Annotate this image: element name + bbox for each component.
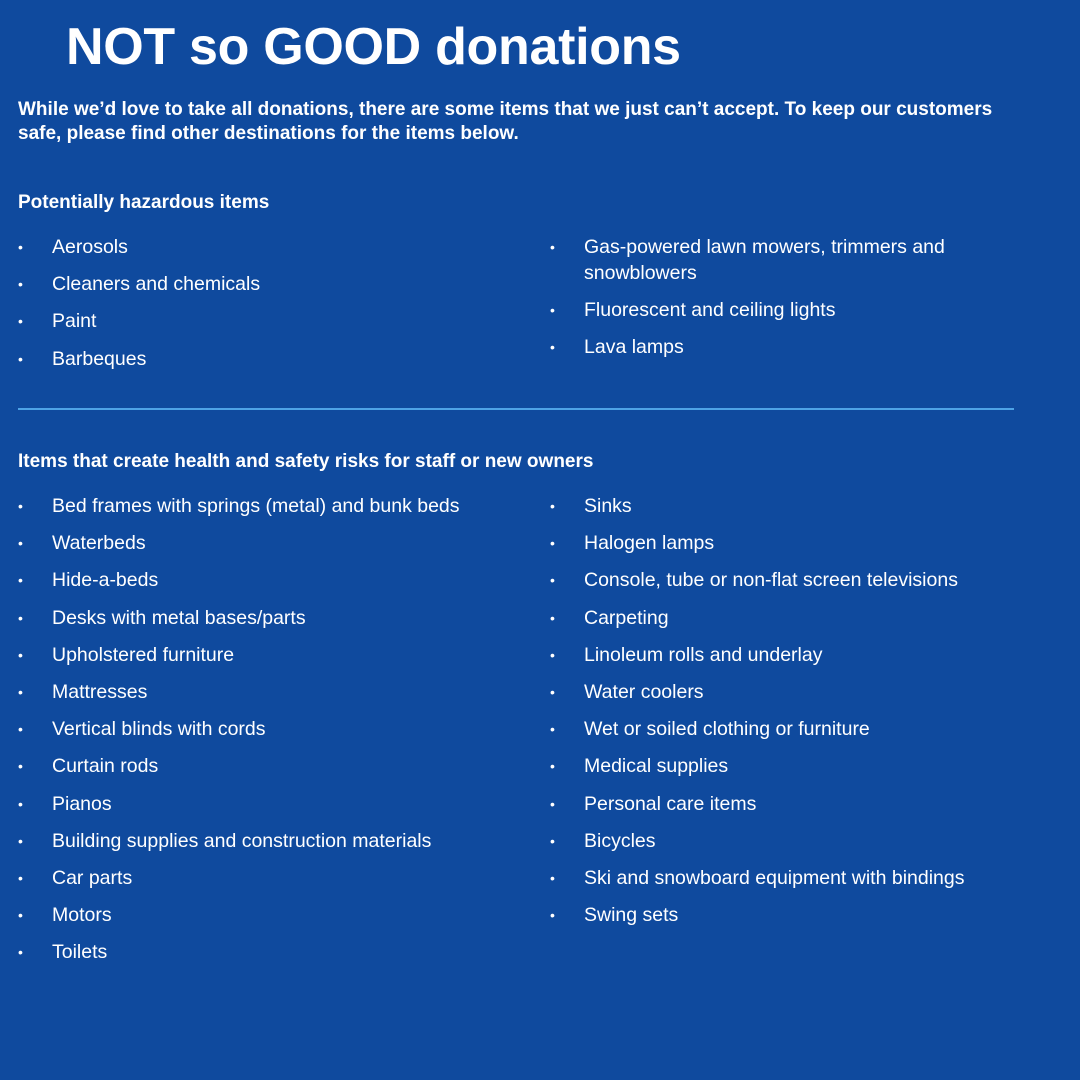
list-item: • Halogen lamps [550, 530, 1060, 556]
list-item: • Sinks [550, 493, 1060, 519]
list-item: • Fluorescent and ceiling lights [550, 297, 1010, 323]
list-item: • Pianos [18, 791, 538, 817]
list-item: • Swing sets [550, 902, 1060, 928]
list-item: • Building supplies and construction materials [18, 828, 538, 854]
list-item: • Cleaners and chemicals [18, 271, 518, 297]
list-item: • Console, tube or non-flat screen televisions [550, 567, 1060, 593]
list-item: • Carpeting [550, 605, 1060, 631]
list-item: • Bicycles [550, 828, 1060, 854]
list-item: • Aerosols [18, 234, 518, 260]
list-item: • Waterbeds [18, 530, 538, 556]
list-item: • Vertical blinds with cords [18, 716, 538, 742]
list-item: • Desks with metal bases/parts [18, 605, 538, 631]
hazardous-list-left [18, 234, 518, 383]
page-title: NOT so GOOD donations [66, 18, 681, 76]
hazardous-heading: Potentially hazardous items [18, 192, 270, 213]
list-item: • Linoleum rolls and underlay [550, 642, 1060, 668]
list-item: • Paint [18, 308, 518, 334]
list-item: • Personal care items [550, 791, 1060, 817]
list-item: • Ski and snowboard equipment with bindings [550, 865, 1060, 891]
list-item: • Gas-powered lawn mowers, trimmers and snowblowers [550, 234, 1010, 286]
list-item: • Toilets [18, 939, 538, 965]
list-item: • Upholstered furniture [18, 642, 538, 668]
list-item: • Curtain rods [18, 753, 538, 779]
list-item: • Water coolers [550, 679, 1060, 705]
intro-text: While we’d love to take all donations, there are some items that we just can’t accept. To keep our customers safe, please find other destinations for the items below. [18, 99, 993, 144]
list-item: • Bed frames with springs (metal) and bunk beds [18, 493, 538, 519]
risks-list-left [18, 493, 538, 976]
risks-heading: Items that create health and safety risks for staff or new owners [18, 451, 594, 472]
list-item: • Car parts [18, 865, 538, 891]
list-item: • Hide-a-beds [18, 567, 538, 593]
list-item: • Wet or soiled clothing or furniture [550, 716, 1060, 742]
list-item: • Motors [18, 902, 538, 928]
section-divider [18, 408, 1014, 410]
risks-list-right [550, 493, 1060, 939]
list-item: • Lava lamps [550, 334, 1010, 360]
hazardous-list-right [550, 234, 1010, 372]
list-item: • Barbeques [18, 346, 518, 372]
list-item: • Medical supplies [550, 753, 1060, 779]
list-item: • Mattresses [18, 679, 538, 705]
